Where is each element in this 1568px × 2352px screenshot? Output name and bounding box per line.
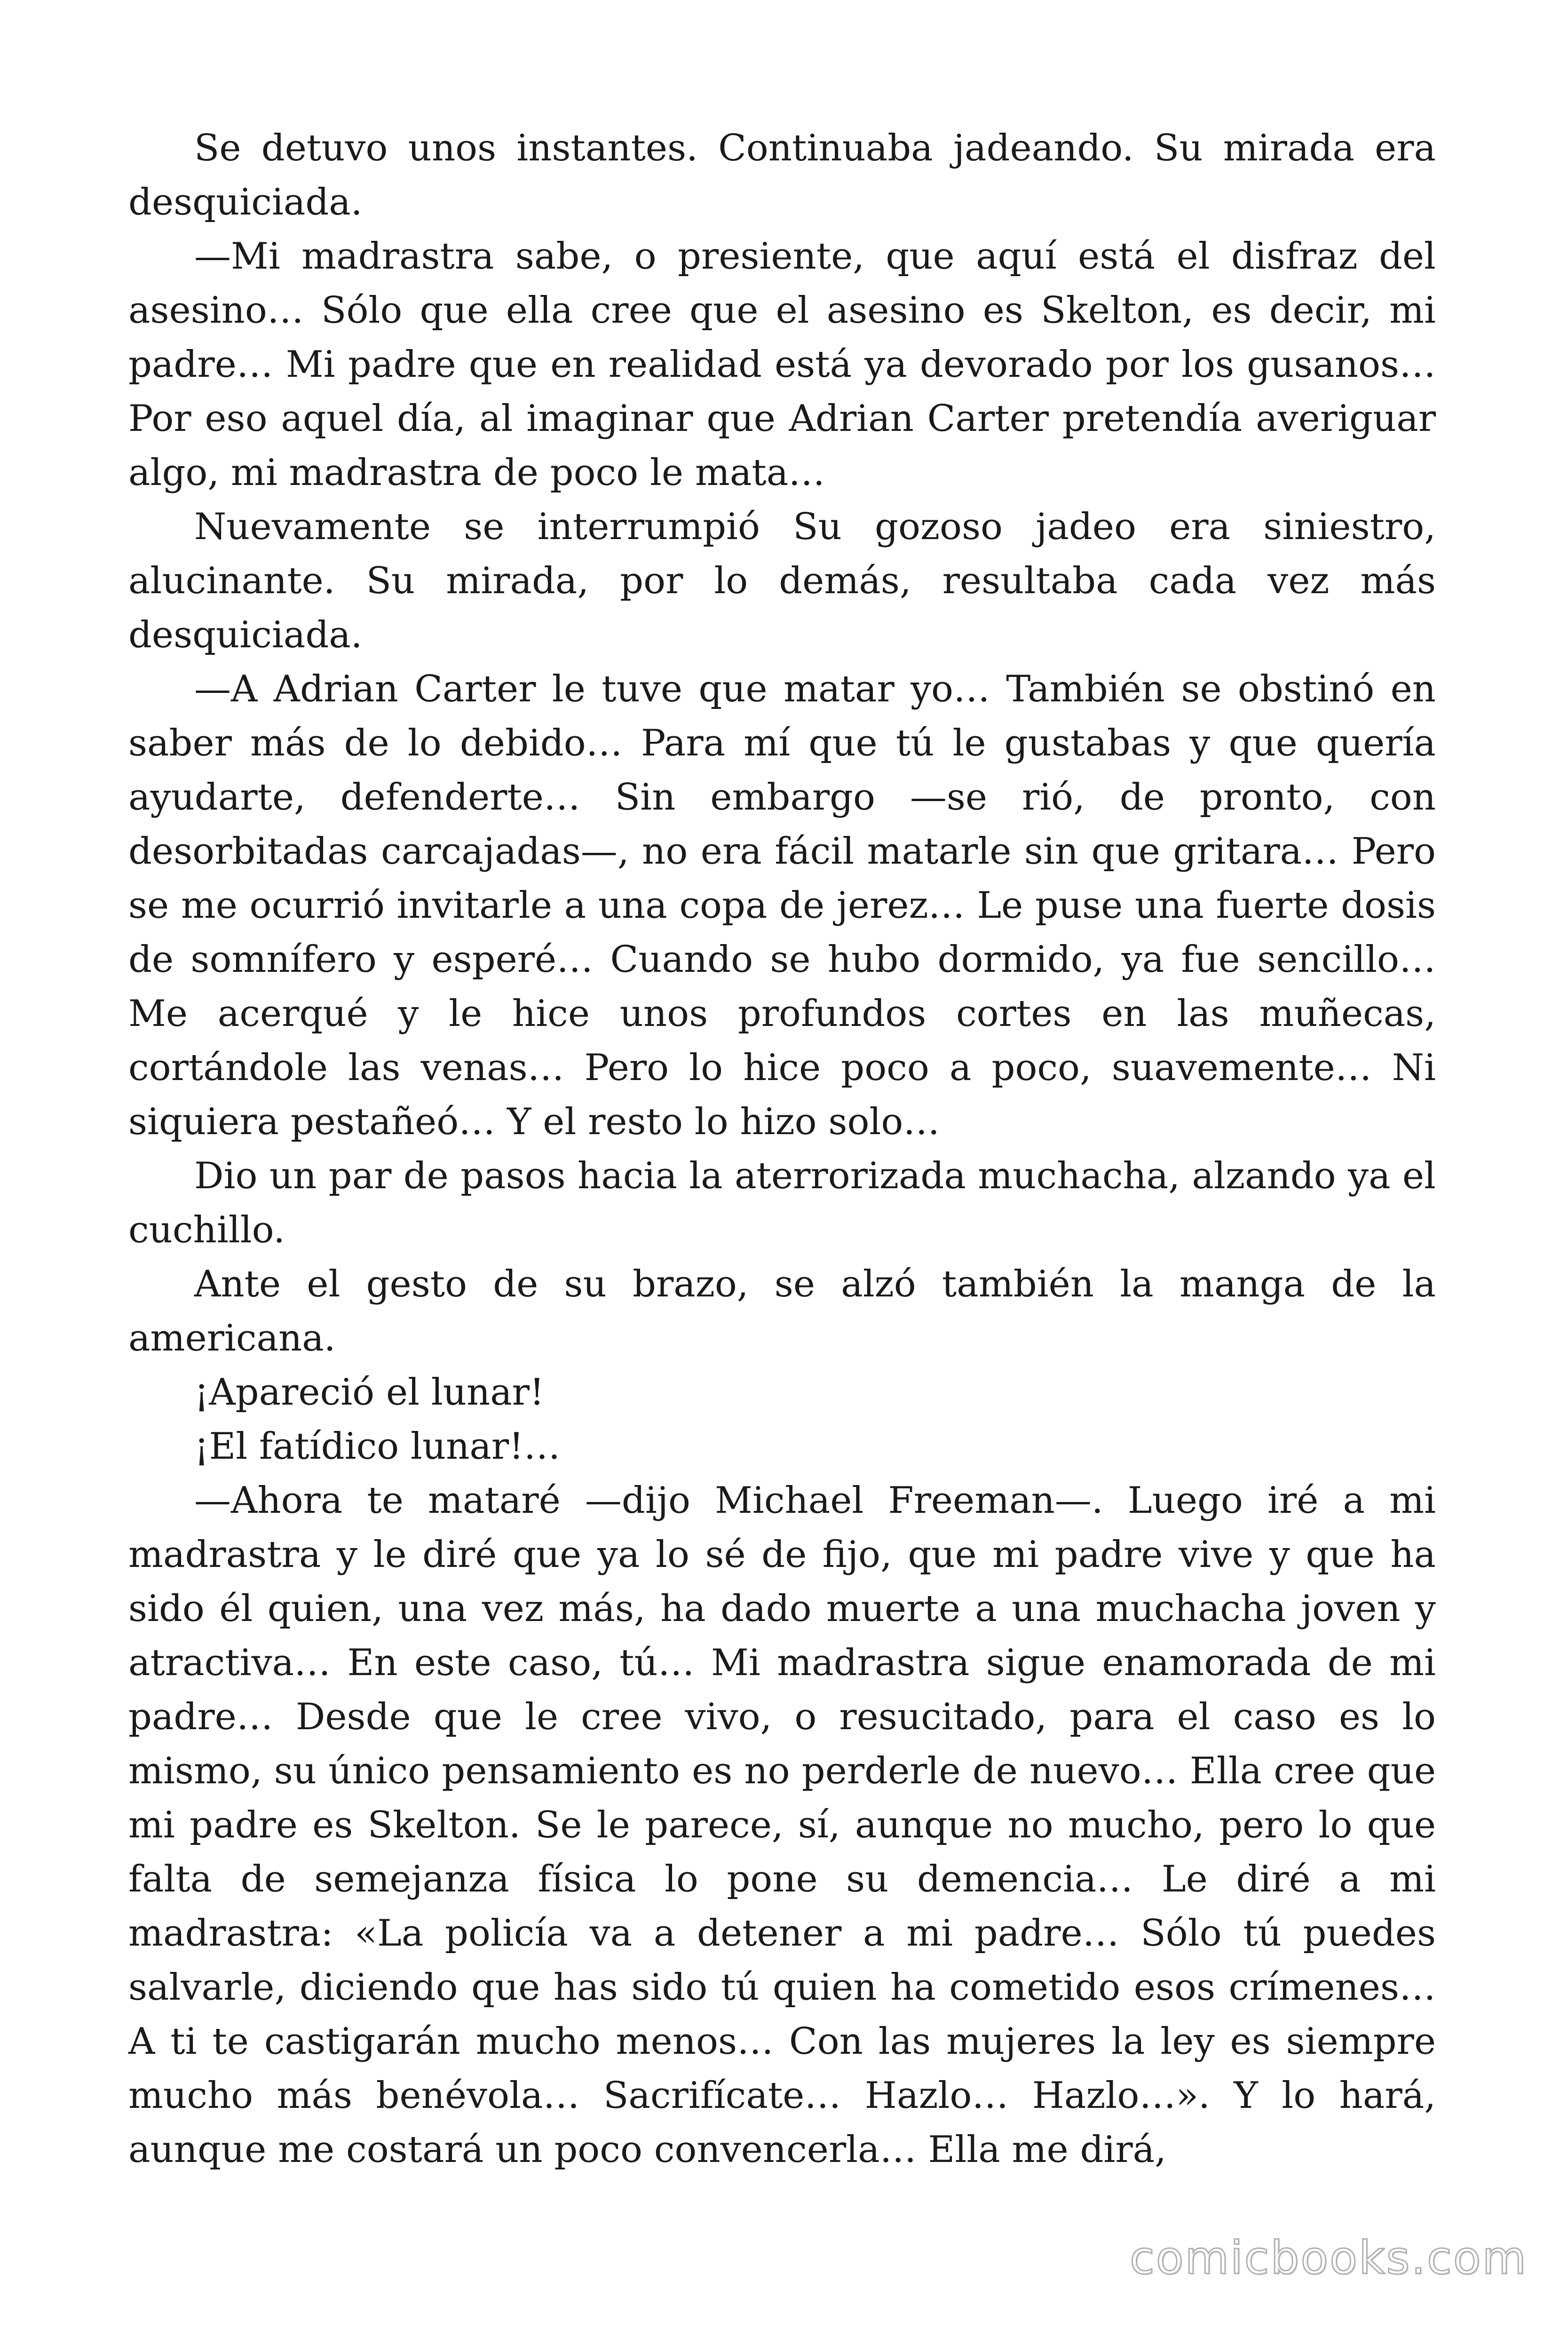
paragraph-1: Se detuvo unos instantes. Continuaba jadeando. Su mirada era desquiciada.: [128, 127, 1436, 223]
paragraph-3: Nuevamente se interrumpió Su gozoso jadeo era siniestro, alucinante. Su mirada, por lo demás, resultaba cada vez más desquiciada.: [128, 506, 1436, 656]
paragraph-6: Ante el gesto de su brazo, se alzó también la manga de la americana.: [128, 1263, 1436, 1359]
paragraph-5: Dio un par de pasos hacia la aterrorizada muchacha, alzando ya el cuchillo.: [128, 1155, 1436, 1251]
watermark: comicbooks.com: [1129, 2232, 1528, 2284]
paragraph-7: ¡Apareció el lunar!: [194, 1371, 545, 1414]
paragraph-8: ¡El fatídico lunar!…: [194, 1425, 561, 1468]
paragraph-2: —Mi madrastra sabe, o presiente, que aquí está el disfraz del asesino… Sólo que ella cree que el asesino es Skelton, es decir, mi padre… Mi padre que en realidad está ya devorado por los gusanos… Por eso aquel día, al imaginar que Adrian Carter pretendía averiguar algo, mi madrastra de poco le mata…: [128, 235, 1436, 494]
paragraph-9: —Ahora te mataré —dijo Michael Freeman—. Luego iré a mi madrastra y le diré que ya lo sé de fijo, que mi padre vive y que ha sido él quien, una vez más, ha dado muerte a una muchacha joven y atractiva… En este caso, tú… Mi madrastra sigue enamorada de mi padre… Desde que le cree vivo, o resucitado, para el caso es lo mismo, su único pensamiento es no perderle de nuevo… Ella cree que mi padre es Skelton. Se le parece, sí, aunque no mucho, pero lo que falta de semejanza física lo pone su demencia… Le diré a mi madrastra: «La policía va a detener a mi padre… Sólo tú puedes salvarle, diciendo que has sido tú quien ha cometido esos crímenes… A ti te castigarán mucho menos… Con las mujeres la ley es siempre mucho más benévola… Sacrifícate… Hazlo… Hazlo…». Y lo hará, aunque me costará un poco convencerla… Ella me dirá,: [128, 1479, 1436, 2171]
paragraph-4: —A Adrian Carter le tuve que matar yo… También se obstinó en saber más de lo debido… Para mí que tú le gustabas y que quería ayudarte, defenderte… Sin embargo —se rió, de pronto, con desorbitadas carcajadas—, no era fácil matarle sin que gritara… Pero se me ocurrió invitarle a una copa de jerez… Le puse una fuerte dosis de somnífero y esperé… Cuando se hubo dormido, ya fue sencillo… Me acerqué y le hice unos profundos cortes en las muñecas, cortándole las venas… Pero lo hice poco a poco, suavemente… Ni siquiera pestañeó… Y el resto lo hizo solo…: [128, 668, 1436, 1143]
body-text: [128, 121, 1436, 2177]
